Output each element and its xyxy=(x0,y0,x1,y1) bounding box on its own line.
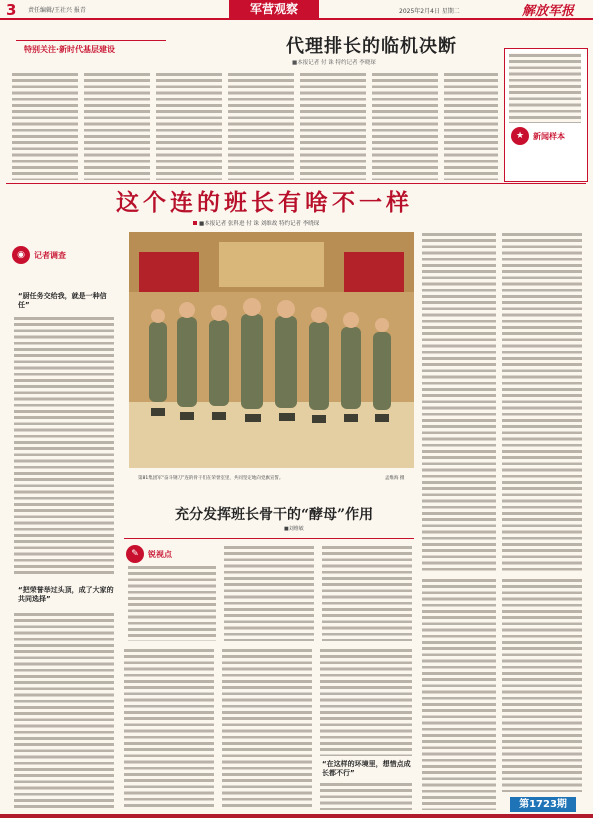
right-subhead: “在这样的环境里，想惜点成长都不行” xyxy=(322,760,411,777)
commentary-col-1 xyxy=(128,565,216,641)
section-banner: 军营观察 xyxy=(229,0,319,18)
top-col-5 xyxy=(300,72,366,180)
reporter-survey-icon: ◉ xyxy=(12,246,30,264)
feature-byline: ■本报记者 张科进 付 诛 刘维故 特约记者 李晓琛 xyxy=(193,219,319,227)
commentary-icon: ✎ xyxy=(126,545,144,563)
top-col-3 xyxy=(156,72,222,180)
photo-caption: 第81集团军“奋斗钢刀”连的骨干们在荣誉室里，共同坚定地向党旗宣誓。 xyxy=(138,476,284,481)
page-footer-bar xyxy=(0,814,593,818)
sample-text xyxy=(509,53,581,123)
feature-left-col-2 xyxy=(14,612,114,810)
feature-right-col-1 xyxy=(422,232,496,572)
sample-label: 新闻样本 xyxy=(533,132,565,141)
left-tag: 记者调查 xyxy=(34,251,66,260)
top-col-1 xyxy=(12,72,78,180)
commentary-box xyxy=(124,538,414,643)
commentary-headline: 充分发挥班长骨干的“酵母”作用 xyxy=(175,507,374,523)
top-col-6 xyxy=(372,72,438,180)
commentary-col-3 xyxy=(322,545,412,641)
feature-right-col-2 xyxy=(502,232,582,572)
left-subhead-2: “把荣誉举过头顶，成了大家的共同选择” xyxy=(18,586,114,603)
page-number: 3 xyxy=(6,1,17,19)
news-sample-box xyxy=(504,48,588,182)
top-col-2 xyxy=(84,72,150,180)
masthead-logo: 解放军报 xyxy=(522,4,575,19)
commentary-tag: 锐视点 xyxy=(148,550,172,559)
editor-credit: 责任编辑/王社兴 报青 xyxy=(28,7,86,14)
page-header xyxy=(0,0,593,20)
edition-badge: 第1723期 xyxy=(510,797,576,812)
feature-mid-col-3b xyxy=(320,782,412,810)
top-headline: 代理排长的临机决断 xyxy=(286,36,457,57)
commentary-byline: ■刘维敏 xyxy=(284,526,304,532)
left-subhead: “厨任务交给我，就是一种信任” xyxy=(18,292,107,309)
issue-date: 2025年2月4日 星期二 xyxy=(399,8,460,15)
commentary-col-2 xyxy=(224,545,314,641)
feature-mid-col-2 xyxy=(222,648,312,810)
top-col-7 xyxy=(444,72,498,180)
feature-mid-col-3 xyxy=(320,648,412,756)
series-rule xyxy=(16,40,166,41)
feature-headline: 这个连的班长有啥不一样 xyxy=(116,190,413,216)
top-byline: ■本报记者 付 诛 特约记者 李晓琛 xyxy=(292,60,376,66)
photo-credit: 孟维海 摄 xyxy=(385,476,405,481)
feature-right-col-3 xyxy=(422,578,496,810)
feature-left-col-1 xyxy=(14,316,114,576)
soldiers-photo-art xyxy=(129,232,414,468)
feature-mid-col-1 xyxy=(124,648,214,810)
feature-right-col-4 xyxy=(502,578,582,792)
feature-photo xyxy=(129,232,414,468)
sample-icon: ★ xyxy=(511,127,529,145)
series-tag: 特别关注·新时代基层建设 xyxy=(24,45,116,54)
top-col-4 xyxy=(228,72,294,180)
